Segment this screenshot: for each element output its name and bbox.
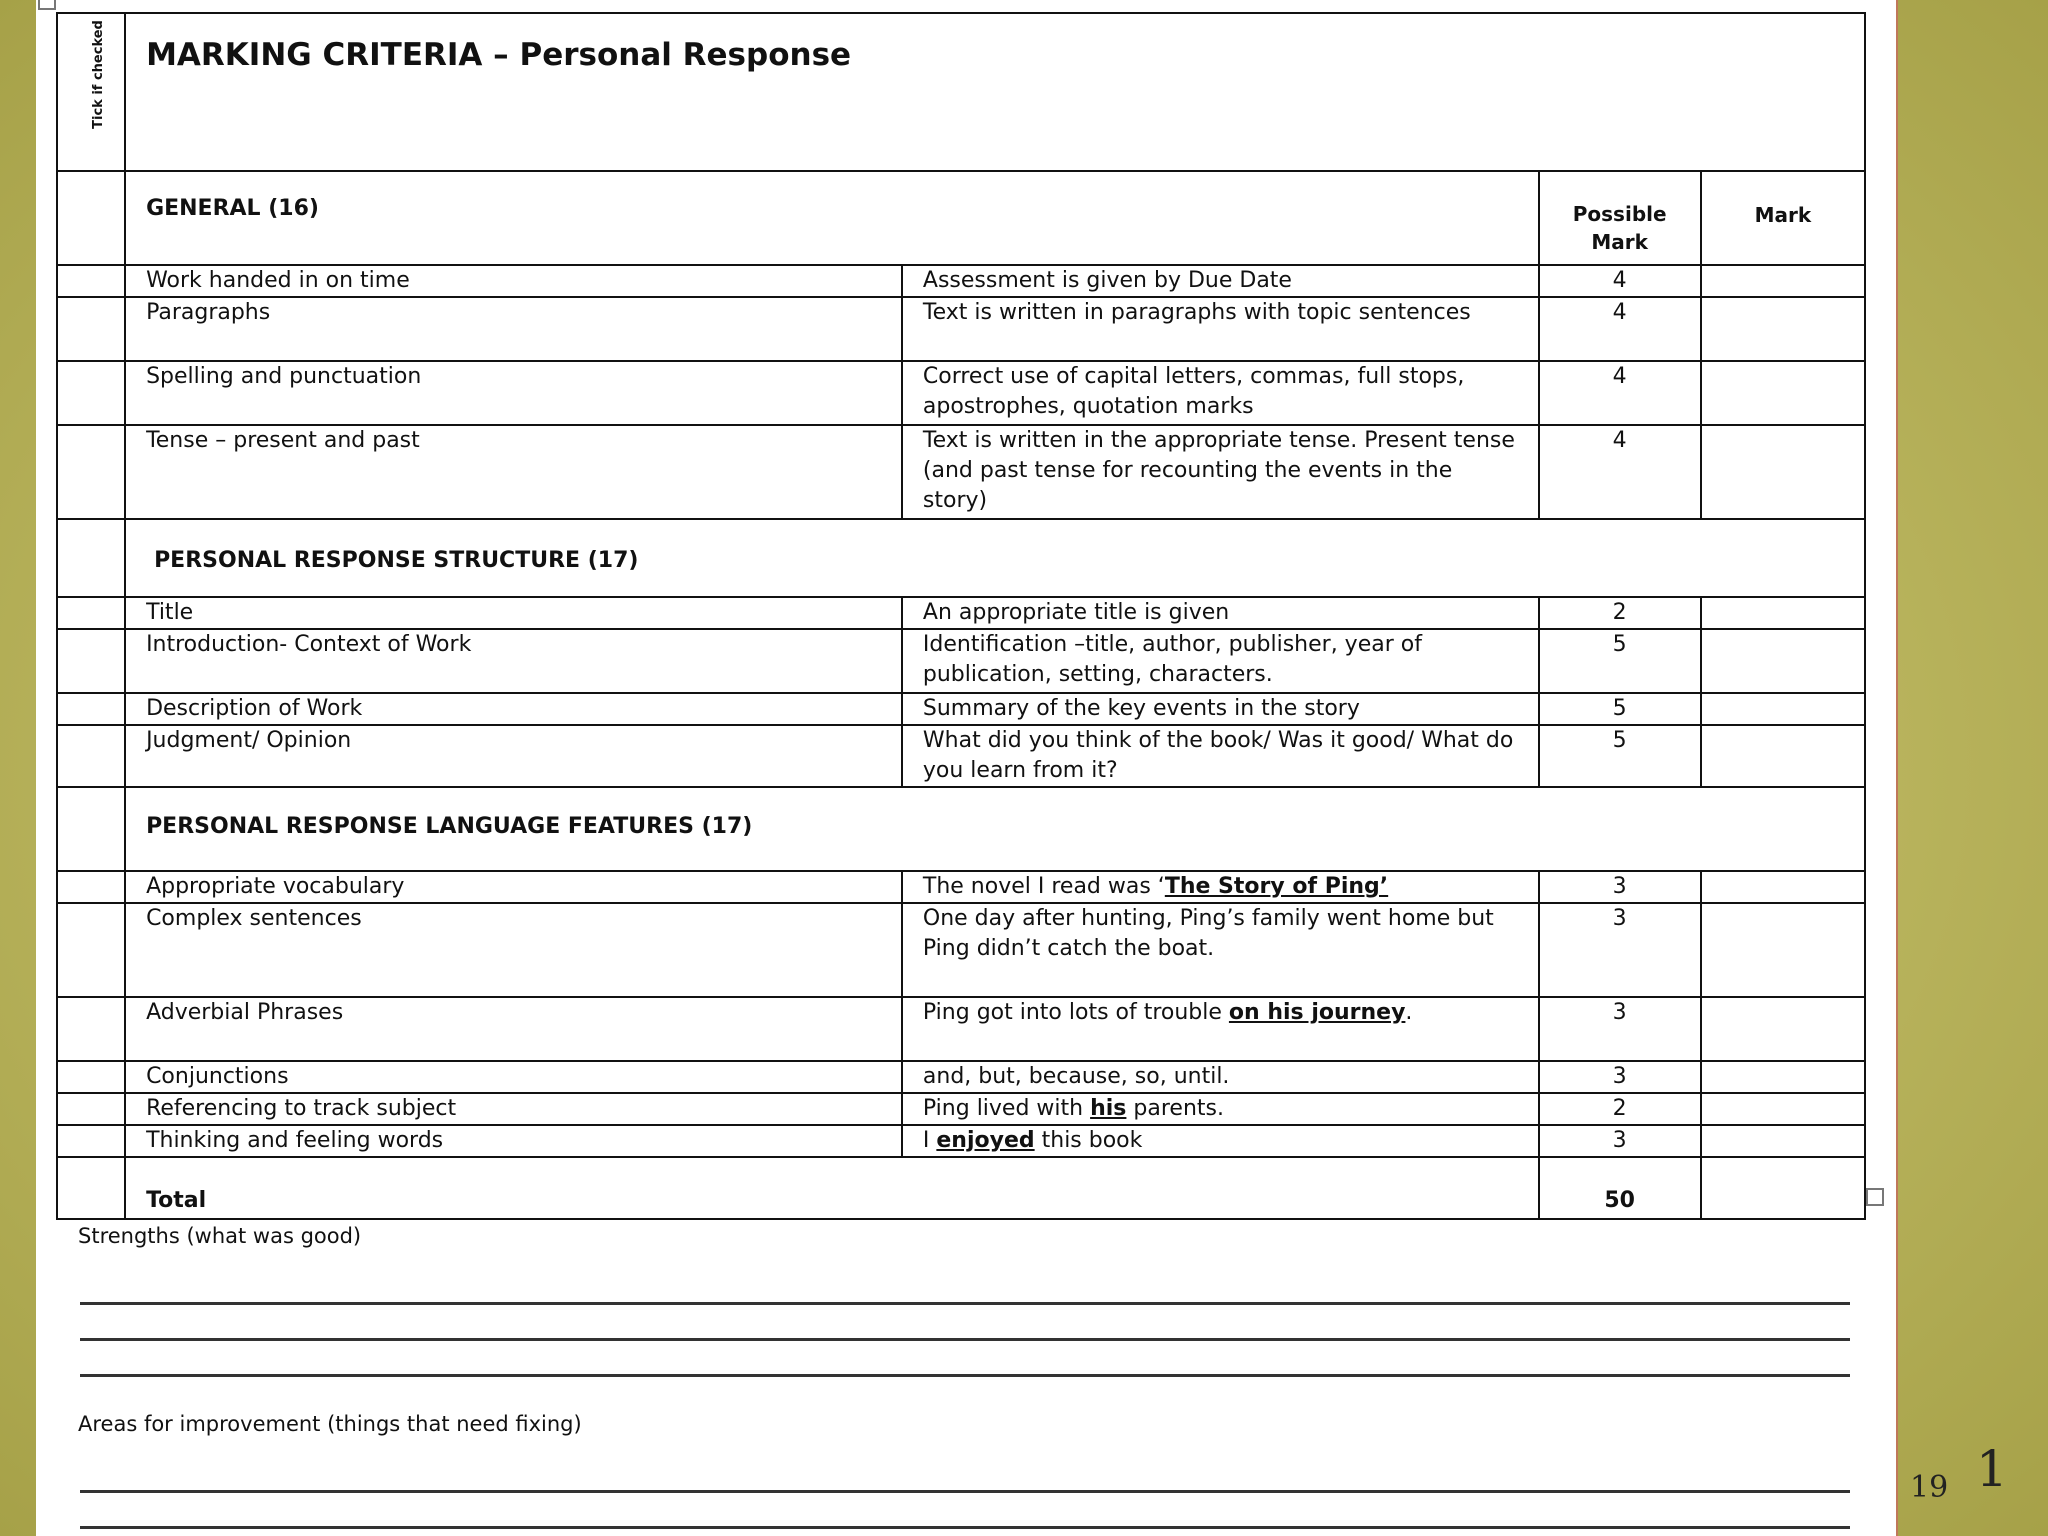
tick-cell[interactable] [57, 903, 125, 997]
description-cell: Assessment is given by Due Date [902, 265, 1539, 297]
table-row [57, 1093, 1865, 1125]
description-cell [902, 871, 1539, 903]
mark-input-cell[interactable] [1701, 361, 1865, 425]
tick-cell[interactable] [57, 725, 125, 787]
description-text: Ping got into lots of trouble [922, 1000, 1229, 1025]
criterion-cell: Spelling and punctuation [125, 361, 902, 425]
improvement-label: Areas for improvement (things that need fixing) [78, 1412, 582, 1436]
table-row [57, 297, 1865, 361]
table-row [57, 903, 1865, 997]
mark-input-cell[interactable] [1701, 725, 1865, 787]
criterion-cell: Conjunctions [125, 1061, 902, 1093]
table-row [57, 1125, 1865, 1157]
possible-mark-cell: 4 [1539, 425, 1701, 519]
description-cell [902, 1061, 1539, 1093]
tick-cell[interactable] [57, 1125, 125, 1157]
possible-mark-header: Possible Mark [1539, 171, 1701, 265]
criterion-cell: Title [125, 597, 902, 629]
possible-mark-cell: 5 [1539, 693, 1701, 725]
criterion-cell: Paragraphs [125, 297, 902, 361]
tick-cell[interactable] [57, 1093, 125, 1125]
criterion-cell: Work handed in on time [125, 265, 902, 297]
tick-column-label [68, 14, 128, 134]
table-row [57, 871, 1865, 903]
table-row [57, 629, 1865, 693]
table-row [57, 597, 1865, 629]
mark-input-cell[interactable] [1701, 1061, 1865, 1093]
description-text: I [922, 1128, 937, 1153]
slide-number: 1 [1976, 1440, 2008, 1498]
tick-cell[interactable] [57, 629, 125, 693]
description-cell: Text is written in paragraphs with topic sentences [902, 297, 1539, 361]
description-cell [902, 1093, 1539, 1125]
answer-line[interactable] [80, 1374, 1850, 1377]
tick-cell[interactable] [57, 519, 125, 597]
total-mark-input-cell[interactable] [1701, 1157, 1865, 1219]
description-text: The novel I read was ‘ [922, 874, 1165, 899]
tick-cell[interactable] [57, 297, 125, 361]
answer-line[interactable] [80, 1526, 1850, 1529]
description-text: Ping lived with [922, 1096, 1091, 1121]
mark-input-cell[interactable] [1701, 903, 1865, 997]
description-cell: An appropriate title is given [902, 597, 1539, 629]
criterion-cell: Introduction- Context of Work [125, 629, 902, 693]
marking-criteria-table [56, 12, 1866, 1220]
answer-line[interactable] [80, 1338, 1850, 1341]
total-value: 50 [1539, 1157, 1701, 1219]
mark-input-cell[interactable] [1701, 693, 1865, 725]
mark-input-cell[interactable] [1701, 629, 1865, 693]
description-cell: Correct use of capital letters, commas, full stops, apostrophes, quotation marks [902, 361, 1539, 425]
tick-cell[interactable] [57, 361, 125, 425]
criterion-cell: Judgment/ Opinion [125, 725, 902, 787]
criterion-cell: Adverbial Phrases [125, 997, 902, 1061]
table-row [57, 265, 1865, 297]
strengths-label: Strengths (what was good) [78, 1224, 362, 1248]
mark-input-cell[interactable] [1701, 1093, 1865, 1125]
mark-input-cell[interactable] [1701, 425, 1865, 519]
example-underlined: The Story of Ping’ [1164, 874, 1389, 899]
criterion-cell: Complex sentences [125, 903, 902, 997]
description-cell: Summary of the key events in the story [902, 693, 1539, 725]
possible-mark-cell: 4 [1539, 265, 1701, 297]
document-title: MARKING CRITERIA – Personal Response [125, 13, 1865, 171]
tick-column-label-text: Tick if checked [90, 19, 106, 129]
possible-mark-cell: 3 [1539, 1061, 1701, 1093]
possible-mark-cell: 2 [1539, 1093, 1701, 1125]
description-text: . [1405, 1000, 1413, 1025]
tick-cell[interactable] [57, 171, 125, 265]
possible-mark-cell: 3 [1539, 871, 1701, 903]
mark-input-cell[interactable] [1701, 997, 1865, 1061]
description-cell: What did you think of the book/ Was it good/ What do you learn from it? [902, 725, 1539, 787]
description-cell [902, 997, 1539, 1061]
table-move-handle[interactable] [38, 0, 56, 10]
example-underlined: his [1090, 1096, 1127, 1121]
criterion-cell: Thinking and feeling words [125, 1125, 902, 1157]
description-cell [902, 1125, 1539, 1157]
description-cell [902, 903, 1539, 997]
tick-cell[interactable] [57, 871, 125, 903]
tick-cell[interactable] [57, 787, 125, 871]
table-resize-handle[interactable] [1866, 1188, 1884, 1206]
possible-mark-cell: 2 [1539, 597, 1701, 629]
tick-cell[interactable] [57, 693, 125, 725]
tick-cell[interactable] [57, 425, 125, 519]
possible-mark-cell: 5 [1539, 629, 1701, 693]
tick-cell[interactable] [57, 1061, 125, 1093]
answer-line[interactable] [80, 1302, 1850, 1305]
possible-mark-cell: 3 [1539, 1125, 1701, 1157]
table-row [57, 361, 1865, 425]
table-row [57, 1061, 1865, 1093]
total-row [57, 1157, 1865, 1219]
mark-header: Mark [1701, 171, 1865, 265]
possible-mark-cell: 3 [1539, 997, 1701, 1061]
criterion-cell: Description of Work [125, 693, 902, 725]
tick-cell[interactable] [57, 597, 125, 629]
mark-input-cell[interactable] [1701, 1125, 1865, 1157]
possible-mark-cell: 3 [1539, 903, 1701, 997]
description-cell: Identification –title, author, publisher, year of publication, setting, characters. [902, 629, 1539, 693]
general-section-header: GENERAL (16) [125, 171, 1539, 265]
example-underlined: enjoyed [936, 1128, 1035, 1153]
tick-cell[interactable] [57, 1157, 125, 1219]
mark-input-cell[interactable] [1701, 597, 1865, 629]
tick-cell[interactable] [57, 265, 125, 297]
description-cell: Text is written in the appropriate tense. Present tense (and past tense for recounting the events in the story) [902, 425, 1539, 519]
mark-input-cell[interactable] [1701, 297, 1865, 361]
table-row [57, 693, 1865, 725]
description-text: and, but, because, so, until. [922, 1064, 1230, 1089]
language-section-header: PERSONAL RESPONSE LANGUAGE FEATURES (17) [125, 787, 1865, 871]
total-label: Total [125, 1157, 1539, 1219]
possible-mark-cell: 4 [1539, 297, 1701, 361]
criterion-cell: Tense – present and past [125, 425, 902, 519]
possible-mark-cell: 5 [1539, 725, 1701, 787]
mark-input-cell[interactable] [1701, 265, 1865, 297]
criterion-cell: Appropriate vocabulary [125, 871, 902, 903]
table-row [57, 425, 1865, 519]
mark-input-cell[interactable] [1701, 871, 1865, 903]
structure-section-header: PERSONAL RESPONSE STRUCTURE (17) [125, 519, 1865, 597]
example-underlined: on his journey [1228, 1000, 1406, 1025]
page-number: 19 [1910, 1470, 1949, 1505]
criterion-cell: Referencing to track subject [125, 1093, 902, 1125]
description-text: One day after hunting, Ping’s family went home but Ping didn’t catch the boat. [922, 906, 1494, 961]
table-row [57, 997, 1865, 1061]
answer-line[interactable] [80, 1490, 1850, 1493]
description-text: parents. [1126, 1096, 1224, 1121]
tick-cell[interactable] [57, 997, 125, 1061]
description-text: this book [1034, 1128, 1143, 1153]
table-row [57, 725, 1865, 787]
possible-mark-cell: 4 [1539, 361, 1701, 425]
